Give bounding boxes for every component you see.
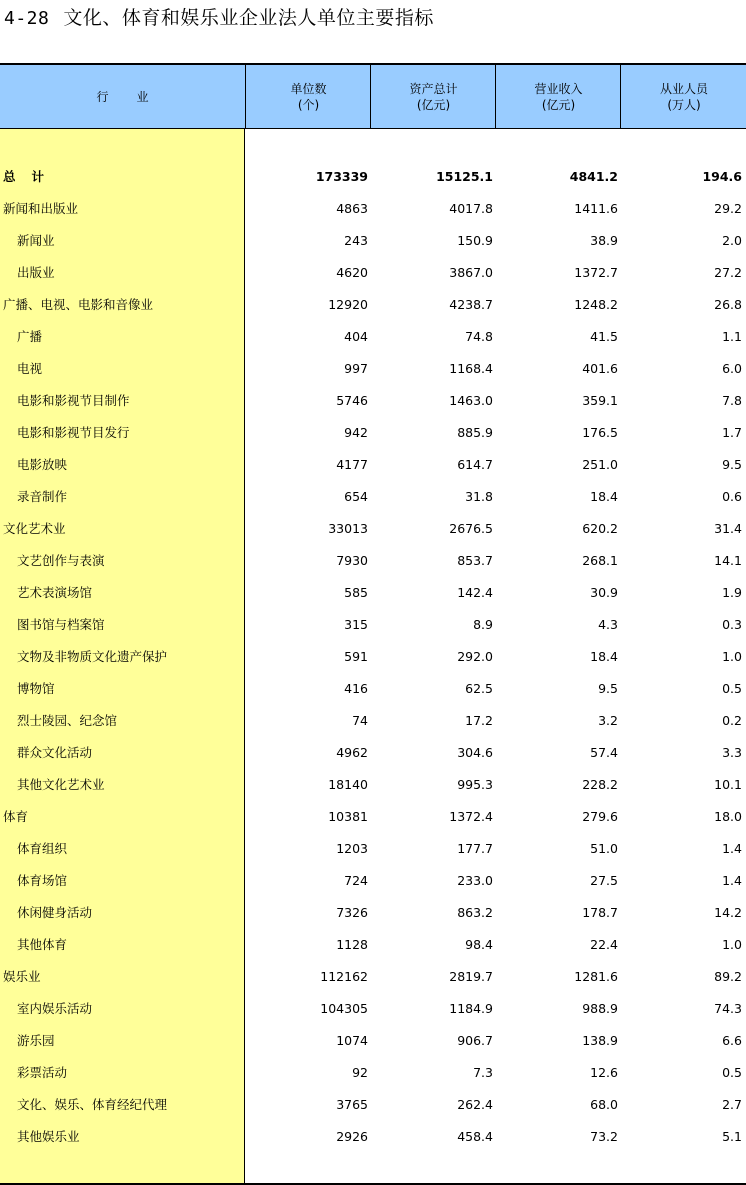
row-units: 173339 [315, 169, 368, 184]
row-name: 总计 [3, 169, 61, 184]
row-revenue: 30.9 [590, 585, 618, 600]
row-revenue: 251.0 [582, 457, 618, 472]
table-row [0, 993, 746, 1025]
table-row [0, 609, 746, 641]
row-revenue: 268.1 [582, 553, 618, 568]
row-name: 文化艺术业 [3, 521, 66, 536]
row-assets: 863.2 [457, 905, 493, 920]
row-assets: 853.7 [457, 553, 493, 568]
row-units: 4962 [336, 745, 368, 760]
row-revenue: 4841.2 [569, 169, 618, 184]
table-row [0, 833, 746, 865]
row-name: 游乐园 [17, 1033, 55, 1048]
row-name: 电影放映 [17, 457, 68, 472]
row-employees: 1.4 [722, 841, 742, 856]
row-employees: 31.4 [714, 521, 742, 536]
row-units: 404 [344, 329, 368, 344]
row-name: 其他文化艺术业 [17, 777, 105, 792]
header-employees [620, 65, 746, 129]
row-revenue: 178.7 [582, 905, 618, 920]
table-row [0, 1057, 746, 1089]
row-name: 其他娱乐业 [17, 1129, 80, 1144]
row-revenue: 1372.7 [574, 265, 618, 280]
row-units: 416 [344, 681, 368, 696]
row-units: 942 [344, 425, 368, 440]
row-employees: 14.1 [714, 553, 742, 568]
row-employees: 1.0 [722, 937, 742, 952]
row-employees: 194.6 [702, 169, 742, 184]
table-row [0, 577, 746, 609]
row-revenue: 359.1 [582, 393, 618, 408]
header-revenue-unit: (亿元) [541, 98, 576, 112]
row-name: 电视 [17, 361, 43, 376]
row-revenue: 1281.6 [574, 969, 618, 984]
row-units: 4177 [336, 457, 368, 472]
table-row [0, 737, 746, 769]
row-revenue: 988.9 [582, 1001, 618, 1016]
row-name: 新闻和出版业 [3, 201, 79, 216]
row-revenue: 1248.2 [574, 297, 618, 312]
row-assets: 4017.8 [449, 201, 493, 216]
row-assets: 150.9 [457, 233, 493, 248]
table-row [0, 289, 746, 321]
row-units: 92 [352, 1065, 368, 1080]
row-units: 7930 [336, 553, 368, 568]
row-employees: 1.9 [722, 585, 742, 600]
row-name: 彩票活动 [17, 1065, 68, 1080]
row-assets: 3867.0 [449, 265, 493, 280]
row-revenue: 27.5 [590, 873, 618, 888]
table-row [0, 225, 746, 257]
row-name: 电影和影视节目制作 [17, 393, 130, 408]
table-row [0, 1121, 746, 1153]
row-assets: 1168.4 [449, 361, 493, 376]
row-employees: 0.6 [722, 489, 742, 504]
row-assets: 15125.1 [436, 169, 493, 184]
row-name: 体育场馆 [17, 873, 68, 888]
row-units: 1203 [336, 841, 368, 856]
row-employees: 6.6 [722, 1033, 742, 1048]
row-name: 出版业 [17, 265, 55, 280]
table-row [0, 897, 746, 929]
row-employees: 18.0 [714, 809, 742, 824]
row-employees: 6.0 [722, 361, 742, 376]
row-revenue: 401.6 [582, 361, 618, 376]
header-units [245, 65, 371, 129]
table-number: 4-28 [4, 8, 50, 29]
row-name: 其他体育 [17, 937, 68, 952]
row-revenue: 176.5 [582, 425, 618, 440]
row-revenue: 1411.6 [574, 201, 618, 216]
row-revenue: 279.6 [582, 809, 618, 824]
table-title: 文化、体育和娱乐业企业法人单位主要指标 [63, 7, 434, 29]
table-row [0, 161, 746, 193]
row-units: 5746 [336, 393, 368, 408]
row-assets: 906.7 [457, 1033, 493, 1048]
header-industry [0, 65, 245, 129]
row-assets: 62.5 [465, 681, 493, 696]
row-name: 体育 [3, 809, 29, 824]
row-assets: 4238.7 [449, 297, 493, 312]
table-row [0, 1089, 746, 1121]
row-name: 群众文化活动 [17, 745, 93, 760]
row-name: 博物馆 [17, 681, 55, 696]
row-name: 体育组织 [17, 841, 68, 856]
row-units: 1128 [336, 937, 368, 952]
row-name: 文化、娱乐、体育经纪代理 [17, 1097, 168, 1112]
row-employees: 14.2 [714, 905, 742, 920]
table-row [0, 865, 746, 897]
row-revenue: 41.5 [590, 329, 618, 344]
table-row [0, 1025, 746, 1057]
row-employees: 29.2 [714, 201, 742, 216]
table-row [0, 673, 746, 705]
row-employees: 1.4 [722, 873, 742, 888]
row-name: 艺术表演场馆 [17, 585, 93, 600]
row-name: 录音制作 [17, 489, 68, 504]
row-revenue: 12.6 [590, 1065, 618, 1080]
row-name: 广播、电视、电影和音像业 [3, 297, 154, 312]
table-row [0, 769, 746, 801]
row-employees: 2.7 [722, 1097, 742, 1112]
row-units: 997 [344, 361, 368, 376]
row-employees: 9.5 [722, 457, 742, 472]
row-revenue: 138.9 [582, 1033, 618, 1048]
row-assets: 458.4 [457, 1129, 493, 1144]
row-name: 图书馆与档案馆 [17, 617, 105, 632]
table-row [0, 257, 746, 289]
row-revenue: 38.9 [590, 233, 618, 248]
row-revenue: 9.5 [598, 681, 618, 696]
row-units: 7326 [336, 905, 368, 920]
row-name: 电影和影视节目发行 [17, 425, 130, 440]
table-row [0, 513, 746, 545]
table-row [0, 417, 746, 449]
row-name: 烈士陵园、纪念馆 [17, 713, 118, 728]
row-revenue: 228.2 [582, 777, 618, 792]
row-employees: 10.1 [714, 777, 742, 792]
header-revenue-label: 营业收入 [534, 82, 583, 96]
row-assets: 995.3 [457, 777, 493, 792]
row-revenue: 51.0 [590, 841, 618, 856]
table-row [0, 321, 746, 353]
header-assets-unit: (亿元) [416, 98, 451, 112]
row-employees: 0.3 [722, 617, 742, 632]
table-row [0, 641, 746, 673]
row-name: 广播 [17, 329, 43, 344]
header-employees-unit: (万人) [667, 98, 701, 112]
header-units-label: 单位数 [290, 82, 327, 96]
row-assets: 233.0 [457, 873, 493, 888]
row-units: 104305 [320, 1001, 368, 1016]
table-row [0, 481, 746, 513]
row-assets: 2676.5 [449, 521, 493, 536]
row-assets: 292.0 [457, 649, 493, 664]
header-employees-label: 从业人员 [659, 82, 708, 96]
row-units: 18140 [328, 777, 368, 792]
row-name: 休闲健身活动 [17, 905, 93, 920]
header-revenue [495, 65, 621, 129]
row-name: 新闻业 [17, 233, 55, 248]
table-row [0, 961, 746, 993]
row-assets: 614.7 [457, 457, 493, 472]
row-units: 4620 [336, 265, 368, 280]
row-employees: 3.3 [722, 745, 742, 760]
table-row [0, 705, 746, 737]
row-assets: 1372.4 [449, 809, 493, 824]
table-row [0, 353, 746, 385]
row-employees: 0.5 [722, 1065, 742, 1080]
row-assets: 8.9 [473, 617, 493, 632]
header-industry-label: 行业 [96, 90, 177, 104]
row-employees: 1.1 [722, 329, 742, 344]
row-units: 724 [344, 873, 368, 888]
row-units: 2926 [336, 1129, 368, 1144]
row-units: 243 [344, 233, 368, 248]
row-assets: 304.6 [457, 745, 493, 760]
row-employees: 89.2 [714, 969, 742, 984]
row-assets: 885.9 [457, 425, 493, 440]
table-row [0, 385, 746, 417]
row-units: 74 [352, 713, 368, 728]
row-revenue: 22.4 [590, 937, 618, 952]
row-revenue: 4.3 [598, 617, 618, 632]
row-employees: 7.8 [722, 393, 742, 408]
row-assets: 98.4 [465, 937, 493, 952]
row-assets: 31.8 [465, 489, 493, 504]
row-assets: 177.7 [457, 841, 493, 856]
row-employees: 74.3 [714, 1001, 742, 1016]
row-employees: 0.5 [722, 681, 742, 696]
row-name: 室内娱乐活动 [17, 1001, 93, 1016]
row-units: 1074 [336, 1033, 368, 1048]
row-assets: 1184.9 [449, 1001, 493, 1016]
row-revenue: 18.4 [590, 489, 618, 504]
table-row [0, 929, 746, 961]
row-units: 4863 [336, 201, 368, 216]
row-assets: 74.8 [465, 329, 493, 344]
row-employees: 1.7 [722, 425, 742, 440]
row-employees: 2.0 [722, 233, 742, 248]
page-title [4, 4, 434, 32]
header-assets [370, 65, 496, 129]
table-header [0, 63, 746, 129]
table-row [0, 545, 746, 577]
row-assets: 2819.7 [449, 969, 493, 984]
table-row [0, 193, 746, 225]
table-body [0, 161, 746, 1153]
row-assets: 1463.0 [449, 393, 493, 408]
table-row [0, 801, 746, 833]
row-units: 3765 [336, 1097, 368, 1112]
row-employees: 0.2 [722, 713, 742, 728]
row-employees: 26.8 [714, 297, 742, 312]
row-revenue: 18.4 [590, 649, 618, 664]
row-units: 10381 [328, 809, 368, 824]
row-units: 12920 [328, 297, 368, 312]
row-revenue: 73.2 [590, 1129, 618, 1144]
row-units: 315 [344, 617, 368, 632]
row-name: 文艺创作与表演 [17, 553, 105, 568]
row-name: 娱乐业 [3, 969, 41, 984]
row-name: 文物及非物质文化遗产保护 [17, 649, 168, 664]
row-units: 112162 [320, 969, 368, 984]
row-employees: 27.2 [714, 265, 742, 280]
row-assets: 7.3 [473, 1065, 493, 1080]
row-revenue: 68.0 [590, 1097, 618, 1112]
row-revenue: 3.2 [598, 713, 618, 728]
row-units: 33013 [328, 521, 368, 536]
row-employees: 1.0 [722, 649, 742, 664]
row-units: 591 [344, 649, 368, 664]
row-units: 585 [344, 585, 368, 600]
row-assets: 142.4 [457, 585, 493, 600]
header-assets-label: 资产总计 [409, 82, 458, 96]
row-assets: 17.2 [465, 713, 493, 728]
header-units-unit: (个) [297, 98, 320, 112]
row-units: 654 [344, 489, 368, 504]
row-employees: 5.1 [722, 1129, 742, 1144]
row-revenue: 57.4 [590, 745, 618, 760]
row-assets: 262.4 [457, 1097, 493, 1112]
table-row [0, 449, 746, 481]
row-revenue: 620.2 [582, 521, 618, 536]
